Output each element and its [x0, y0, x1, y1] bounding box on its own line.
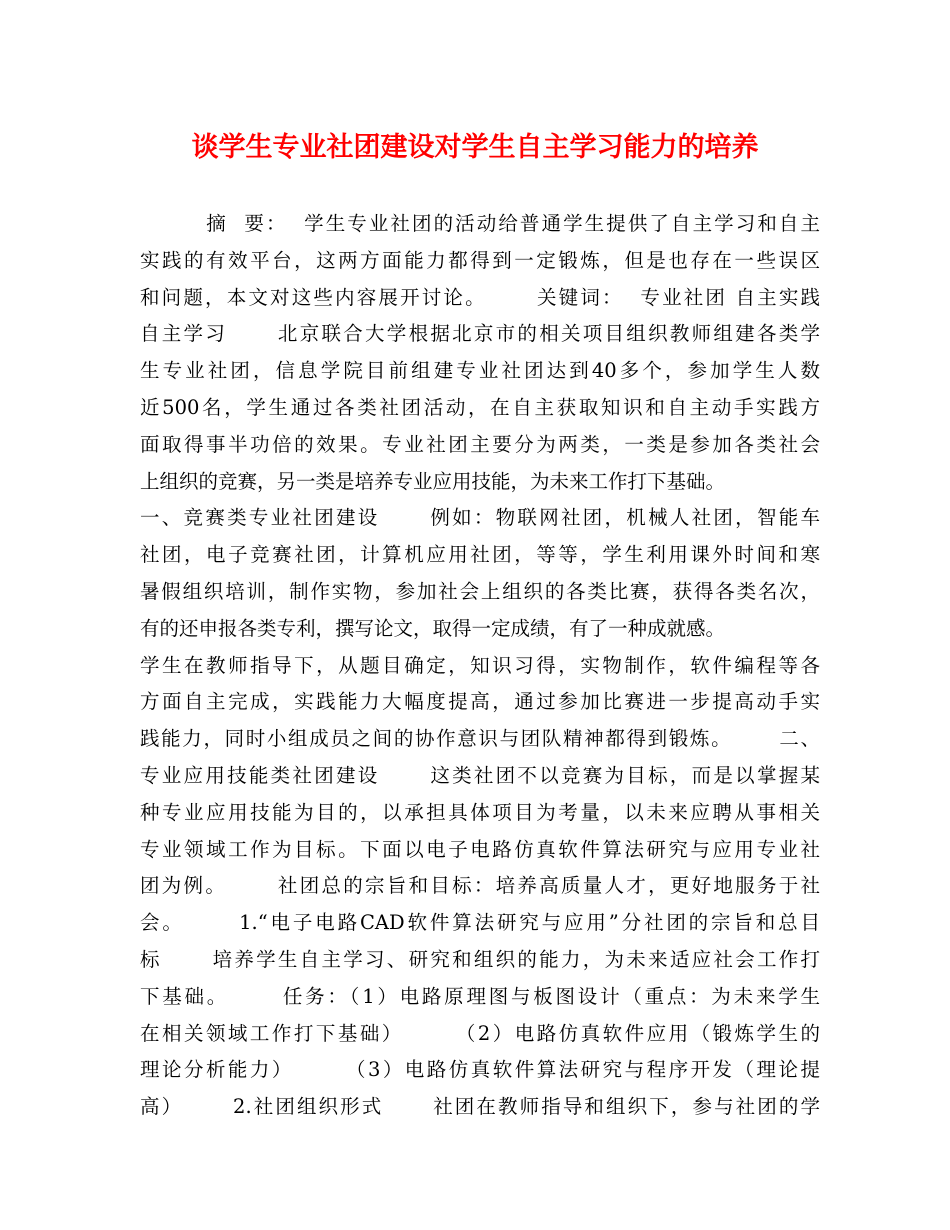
body-line: 社团，电子竞赛社团，计算机应用社团，等等，学生利用课外时间和寒 — [140, 543, 820, 567]
body-line: 自主学习 北京联合大学根据北京市的相关项目组织教师组建各类学 — [140, 322, 820, 346]
body-line: 专业领域工作为目标。下面以电子电路仿真软件算法研究与应用专业社 — [140, 837, 820, 861]
body-line: 在相关领域工作打下基础） （2）电路仿真软件应用（锻炼学生的 — [140, 1021, 820, 1045]
body-line: 团为例。 社团总的宗旨和目标：培养高质量人才，更好地服务于社 — [140, 874, 820, 898]
body-line: 摘 要： 学生专业社团的活动给普通学生提供了自主学习和自主 — [140, 212, 820, 235]
body-line: 高） 2.社团组织形式 社团在教师指导和组织下，参与社团的学 — [140, 1095, 820, 1119]
body-line: 学生在教师指导下，从题目确定，知识习得，实物制作，软件编程等各 — [140, 653, 820, 677]
body-line: 实践的有效平台，这两方面能力都得到一定锻炼，但是也存在一些误区 — [140, 248, 820, 272]
body-line: 种专业应用技能为目的，以承担具体项目为考量，以未来应聘从事相关 — [140, 800, 820, 824]
body-line: 理论分析能力） （3）电路仿真软件算法研究与程序开发（理论提 — [140, 1058, 820, 1082]
body-line: 下基础。 任务：（1）电路原理图与板图设计（重点：为未来学生 — [140, 984, 820, 1008]
body-line: 近500名，学生通过各类社团活动，在自主获取知识和自主动手实践方 — [140, 395, 820, 419]
body-line: 有的还申报各类专利，撰写论文，取得一定成绩，有了一种成就感。 — [140, 616, 726, 640]
body-line: 方面自主完成，实践能力大幅度提高，通过参加比赛进一步提高动手实 — [140, 690, 820, 714]
body-line: 和问题，本文对这些内容展开讨论。 关键词： 专业社团 自主实践 — [140, 285, 820, 309]
body-line: 会。 1.“电子电路CAD软件算法研究与应用”分社团的宗旨和总目 — [140, 911, 820, 935]
body-line: 标 培养学生自主学习、研究和组织的能力，为未来适应社会工作打 — [140, 947, 820, 971]
document-body — [140, 206, 820, 1126]
body-line: 践能力，同时小组成员之间的协作意识与团队精神都得到锻炼。 二、 — [140, 727, 820, 751]
body-line: 上组织的竞赛，另一类是培养专业应用技能，为未来工作打下基础。 — [140, 469, 726, 493]
document-title: 谈学生专业社团建设对学生自主学习能力的培养 — [191, 132, 759, 163]
body-line: 暑假组织培训，制作实物，参加社会上组织的各类比赛，获得各类名次， — [140, 579, 820, 603]
body-line: 一、竞赛类专业社团建设 例如：物联网社团，机械人社团，智能车 — [140, 506, 820, 530]
body-line: 专业应用技能类社团建设 这类社团不以竞赛为目标，而是以掌握某 — [140, 763, 820, 787]
body-line: 面取得事半功倍的效果。专业社团主要分为两类，一类是参加各类社会 — [140, 432, 820, 456]
body-line: 生专业社团，信息学院目前组建专业社团达到40多个，参加学生人数 — [140, 359, 820, 383]
